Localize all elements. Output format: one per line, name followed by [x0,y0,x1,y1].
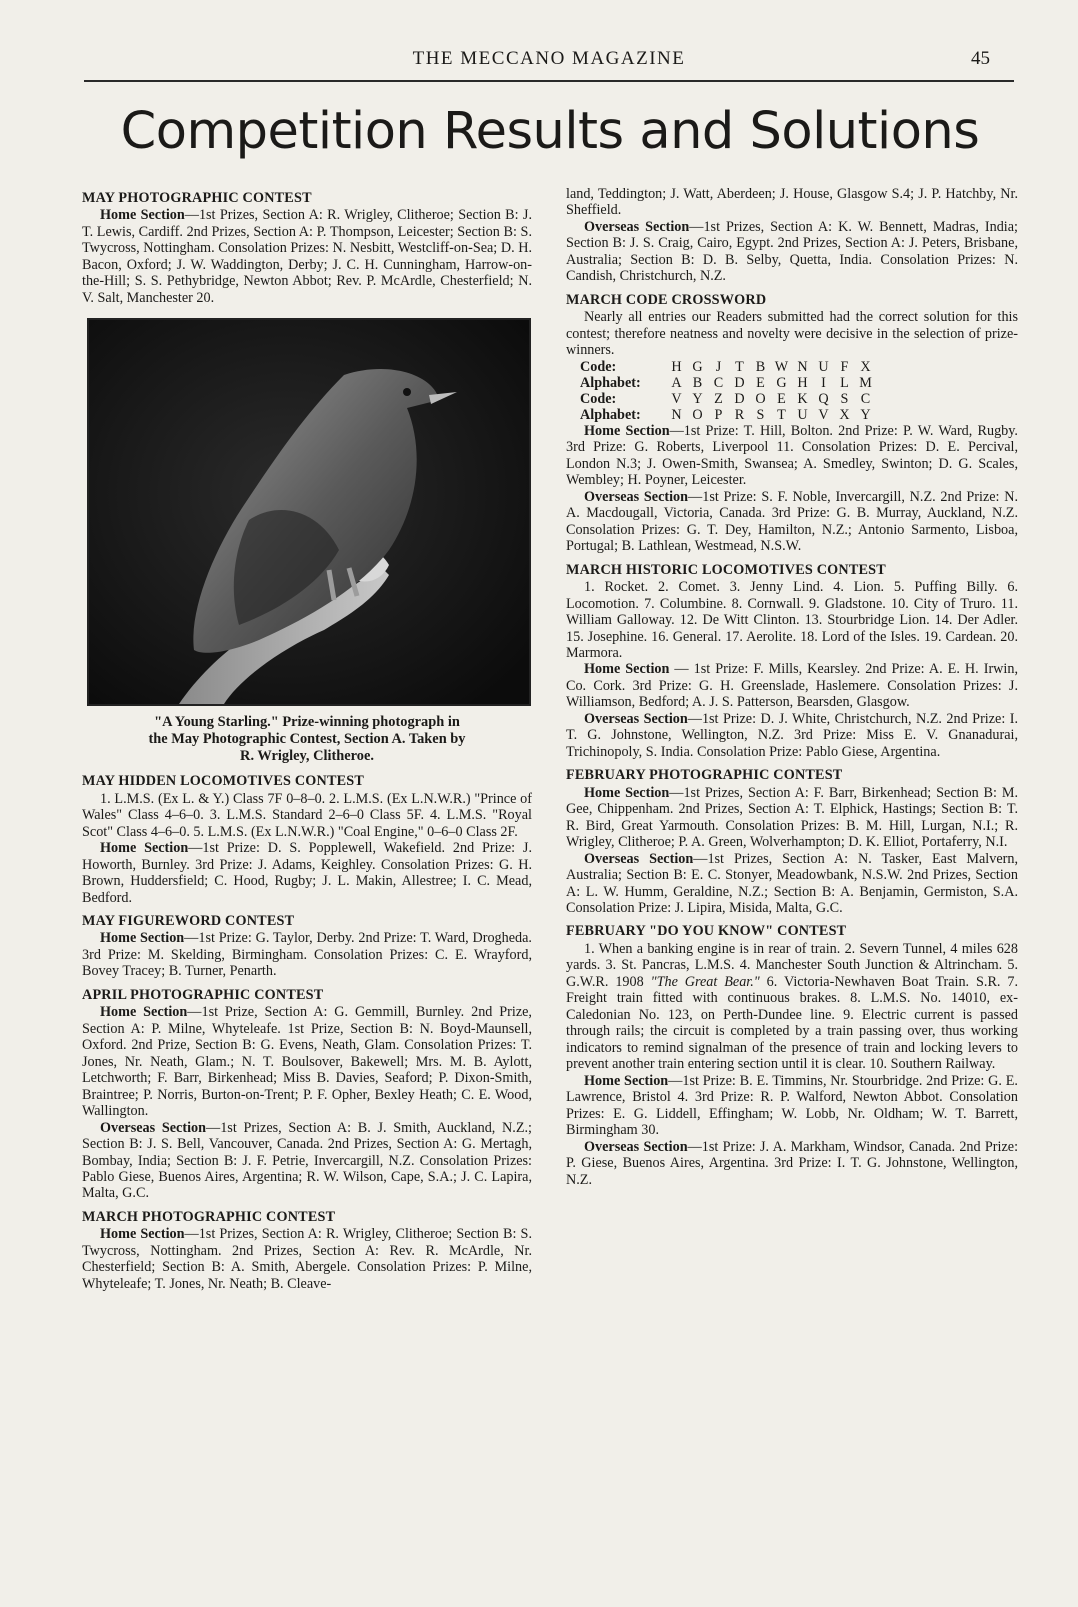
home-section-text [82,207,532,306]
code-letter: F [840,358,849,375]
code-row-label: Code: [580,390,617,407]
code-letter: J [715,358,722,375]
code-letter: G [776,374,787,391]
code-row-label: Alphabet: [580,374,641,391]
home-section-label: Home Section [584,1072,669,1089]
code-letter: C [713,374,724,391]
home-section-body: —1st Prize: D. S. Popplewell, Wakefield. 2nd Prize: J. Howorth, Burnley. 3rd Prize: J. Adams, Keighley. Consolation Prizes: G. H. Brown, Huddersfield; C. Hood, Rugby; J. L. Makin, Allestree; I. C. Mead, Bedford. [82,840,532,906]
code-letter: K [797,390,808,407]
code-letter: D [734,390,745,407]
code-letter: X [860,358,871,375]
home-section-body: — 1st Prize: F. Mills, Kearsley. 2nd Prize: A. E. H. Irwin, Co. Cork. 3rd Prize: G. H. Greenslade, Haslemere. Consolation Prizes: J. Williamson, Bedford; A. J. S. Patterson, Bearsden, Glasgow. [566,661,1018,711]
overseas-section-text [566,219,1018,285]
solution-text-b: 6. Victoria-Newhaven Boat Train. S.R. 7. Freight train fitted with continuous brakes. 8. L.M.S. No. 14010, ex-Caledonian No. 123, on Perth-Dundee line. 9. Electric current is passed through rails; the circuit is completed by a train passing over, thus working indicators to remind signalman of the presence of train and locking levers to prevent another train entering section until it is clear. 10. Southern Railway. [566,973,1018,1073]
overseas-section-label: Overseas Section [584,710,688,727]
february-photographic-contest [566,767,1018,916]
code-row [580,375,1018,391]
home-section-body: —1st Prizes, Section A: R. Wrigley, Clitheroe; Section B: S. Twycross, Nottingham. 2nd Prizes, Section A: Rev. R. McArdle, Nr. Chesterfield; Section B: A. Smith, Abergele. Consolation Prizes: P. Milne, Whyteleafe; T. Jones, Nr. Neath; B. Cleave- [82,1226,532,1292]
code-row [580,391,1018,407]
code-letter: S [840,390,849,407]
code-letter: P [714,406,723,423]
code-row [580,407,1018,423]
march-photographic-contest-continued [566,186,1018,285]
magazine-title: THE MECCANO MAGAZINE [412,48,686,69]
solution-text-a: 1. When a banking engine is in rear of train. 2. Severn Tunnel, 4 miles 628 yards. 3. St. Pancras, L.M.S. 4. Manchester South Junction & Altrincham. 5. G.W.R. 1908 [566,940,1018,990]
code-letter: Y [860,406,871,423]
home-section-text [566,661,1018,710]
code-letter: N [671,406,682,423]
code-letter: O [755,390,766,407]
overseas-section-label: Overseas Section [100,1119,207,1136]
home-section-label: Home Section [100,1226,185,1243]
overseas-section-text [566,489,1018,555]
code-letter: B [755,358,766,375]
starling-illustration [89,320,529,704]
overseas-section-body: —1st Prize: D. J. White, Christchurch, N.Z. 2nd Prize: I. T. G. Johnstone, Wellington, N.Z. 3rd Prize: Miss E. V. Gnanadurai, Trichinopoly, S. India. Consolation Prize: Pablo Giese, Argentina. [566,710,1018,760]
section-heading: MARCH PHOTOGRAPHIC CONTEST [82,1208,336,1225]
home-section-body: —1st Prize, Section A: G. Gemmill, Burnley. 2nd Prize, Section A: P. Milne, Whyteleafe. 1st Prize, Section B: N. Boyd-Maunsell, Oxford. 2nd Prize, Section B: G. Evens, Neath, Glam. Consolation Prizes: T. Jones, Nr. Neath, Glam.; N. T. Boulsover, Bakewell; Mrs. M. B. Aylott, Letchworth; F. Barr, Birkenhead; Miss B. Davies, Seaford; P. Dixon-Smith, Braintree; P. Norris, Burton-on-Trent; P. F. Opher, Bexley Heath; C. E. Wood, Wallington. [82,1004,532,1120]
code-letter: L [840,374,849,391]
code-letter: U [818,358,829,375]
overseas-section-label: Overseas Section [584,218,690,235]
section-heading: FEBRUARY "DO YOU KNOW" CONTEST [566,923,847,940]
page-title: Competition Results and Solutions [120,102,980,161]
code-letter: T [735,358,744,375]
home-section-text [566,1073,1018,1139]
may-hidden-locomotives-contest [82,773,532,906]
code-letter: X [839,406,850,423]
section-heading: APRIL PHOTOGRAPHIC CONTEST [82,986,324,1003]
code-letter: A [671,374,682,391]
left-column [82,190,532,1299]
may-photographic-contest [82,190,532,306]
may-figureword-contest [82,913,532,980]
continued-text: land, Teddington; J. Watt, Aberdeen; J. House, Glasgow S.4; J. P. Hatchby, Nr. Sheffield. [566,186,1018,219]
home-section-text [82,840,532,906]
code-letter: V [671,390,682,407]
home-section-text [82,1004,532,1119]
code-letter: E [777,390,786,407]
overseas-section-body: —1st Prize: J. A. Markham, Windsor, Canada. 2nd Prize: P. Giese, Buenos Aires, Argentina. 3rd Prize: I. T. G. Johnstone, Wellington, N.Z. [566,1138,1019,1188]
overseas-section-text [82,1120,532,1202]
home-section-text [82,1226,532,1292]
code-letter: H [671,358,682,375]
intro-text: Nearly all entries our Readers submitted had the correct solution for this contest; therefore neatness and novelty were decisive in the selection of prize-winners. [566,309,1018,359]
solution-italic: "The Great Bear." [650,973,760,990]
photo-caption [82,714,532,765]
home-section-body: —1st Prize: G. Taylor, Derby. 2nd Prize: T. Ward, Drogheda. 3rd Prize: M. Skelding, Birmingham. Consolation Prizes: C. E. Wrayford, Bovey Tracey; B. Turner, Penarth. [82,930,532,980]
overseas-section-label: Overseas Section [584,850,694,867]
home-section-label: Home Section [100,840,189,857]
home-section-label: Home Section [584,661,670,678]
solution-text: 1. L.M.S. (Ex L. & Y.) Class 7F 0–8–0. 2. L.M.S. (Ex L.N.W.R.) "Prince of Wales" Class 4–6–0. 3. L.M.S. Standard 2–6–0 Class 5F. 4. L.M.S. "Royal Scot" Class 4–6–0. 5. L.M.S. (Ex L.N.W.R.) "Coal Engine," 0–6–0 Class 2F. [82,790,532,840]
march-code-crossword [566,292,1018,555]
code-row [580,359,1018,375]
march-photographic-contest [82,1209,532,1292]
code-letter: T [777,406,786,423]
section-heading: MAY PHOTOGRAPHIC CONTEST [82,190,312,206]
section-heading: MARCH CODE CROSSWORD [566,291,767,308]
overseas-section-body: —1st Prize: S. F. Noble, Invercargill, N.Z. 2nd Prize: N. A. Macdougall, Victoria, Canada. 3rd Prize: G. B. Murray, Auckland, N.Z. Consolation Prizes: G. T. Dey, Hamilton, N.Z.; Antonio Sarmento, Lisboa, Portugal; B. Lathlean, Westmead, N.S.W. [566,488,1018,555]
home-section-body: —1st Prizes, Section A: F. Barr, Birkenhead; Section B: M. Gee, Chippenham. 2nd Prizes, Section A: T. Elphick, Hastings; Section B: T. R. Bird, Great Yarmouth. Consolation Prizes: B. M. Hill, Lurgan, N.I.; R. Wrigley, Clitheroe; P. A. Green, Wolverhampton; D. K. Elliot, Portaferry, N.I. [566,784,1018,851]
overseas-section-text [566,851,1018,917]
caption-line: "A Young Starling." Prize-winning photograph in [154,714,460,731]
code-letter: G [692,358,703,375]
overseas-section-body: —1st Prizes, Section A: N. Tasker, East Malvern, Australia; Section B: E. C. Stonyer, Meadowbank, N.S.W. 2nd Prizes, Section A: L. W. Humm, Geraldine, N.Z.; Section B: A. Benjamin, Germiston, S.A. Consolation Prize: J. Lipira, Misida, Malta, G.C. [566,850,1018,916]
code-letter: I [821,374,826,391]
code-letter: O [692,406,703,423]
february-do-you-know-contest [566,923,1018,1188]
code-row-label: Code: [580,358,617,375]
overseas-section-label: Overseas Section [584,488,689,505]
code-letter: U [797,406,808,423]
code-table [566,359,1018,423]
code-letter: Z [714,390,723,407]
overseas-section-text [566,1139,1018,1188]
overseas-section-text [566,711,1018,760]
section-heading: MAY FIGUREWORD CONTEST [82,912,295,929]
code-letter: C [860,390,871,407]
code-letter: Q [818,390,829,407]
april-photographic-contest [82,987,532,1202]
home-section-text [566,785,1018,851]
section-heading: MARCH HISTORIC LOCOMOTIVES CONTEST [566,561,886,578]
section-heading: FEBRUARY PHOTOGRAPHIC CONTEST [566,767,843,784]
home-section-label: Home Section [100,930,185,947]
running-header [84,46,1014,76]
home-section-body: —1st Prizes, Section A: R. Wrigley, Clitheroe; Section B: J. T. Lewis, Cardiff. 2nd Prizes, Section A: P. Thompson, Leicester; Section B: S. Twycross, Nottingham. Consolation Prizes: N. Nesbitt, Westcliff-on-Sea; D. H. Bacon, Oxford; J. W. Waddington, Derby; J. C. H. Cunningham, Harrow-on-the-Hill; S. S. Pethybridge, Newton Abbot; Rev. P. McArdle, Chesterfield; N. V. Salt, Manchester 20. [82,207,532,306]
section-heading: MAY HIDDEN LOCOMOTIVES CONTEST [82,773,365,790]
caption-line: R. Wrigley, Clitheroe. [240,748,374,765]
code-letter: D [734,374,745,391]
code-letter: Y [692,390,703,407]
code-letter: V [818,406,829,423]
home-section-label: Home Section [584,784,670,801]
code-letter: H [797,374,808,391]
solution-text [566,941,1018,1073]
code-letter: W [774,358,789,375]
code-letter: E [756,374,765,391]
home-section-label: Home Section [100,207,185,224]
home-section-label: Home Section [584,422,670,439]
overseas-section-body: —1st Prizes, Section A: B. J. Smith, Auckland, N.Z.; Section B: J. S. Bell, Vancouver, Canada. 2nd Prizes, Section A: G. Mertagh, Bombay, India; Section B: J. F. Petrie, Invercargill, N.Z. Consolation Prizes: Pablo Giese, Buenos Aires, Argentina; R. W. Wilson, Cape, S.A.; J. C. Lapira, Malta, G.C. [82,1119,533,1202]
starling-photo-icon [87,318,531,706]
code-row-label: Alphabet: [580,406,641,423]
home-section-body: —1st Prize: B. E. Timmins, Nr. Stourbridge. 2nd Prize: G. E. Lawrence, Bristol 4. 3rd Prize: R. P. Walford, Newton Abbot. Consolation Prizes: E. G. Liddell, Effingham; W. Lobb, Nr. Oldham; W. T. Barrett, Birmingham 30. [566,1072,1018,1139]
home-section-label: Home Section [100,1004,188,1021]
right-column [566,186,1018,1195]
march-historic-locomotives-contest [566,562,1018,761]
code-letter: R [734,406,745,423]
home-section-text [82,930,532,979]
overseas-section-body: —1st Prizes, Section A: K. W. Bennett, Madras, India; Section B: J. S. Craig, Cairo, Egypt. 2nd Prizes, Section A: J. Peters, Brisbane, Australia; Section B: D. B. Selby, Quetta, India. Consolation Prizes: N. Candish, Christchurch, N.Z. [566,218,1018,285]
header-rule [84,80,1014,82]
code-letter: M [859,374,872,391]
home-section-body: —1st Prize: T. Hill, Bolton. 2nd Prize: P. W. Ward, Rugby. 3rd Prize: G. Roberts, Liverpool 11. Consolation Prizes: D. E. Percival, London N.3; J. Owen-Smith, Swansea; A. Smedley, Swinton; D. G. Scales, Wembley; H. Poyner, Leicester. [566,422,1018,489]
page-number: 45 [971,48,990,69]
code-letter: B [692,374,703,391]
code-letter: S [756,406,765,423]
solution-text: 1. Rocket. 2. Comet. 3. Jenny Lind. 4. Lion. 5. Puffing Billy. 6. Locomotion. 7. Columbine. 8. Cornwall. 9. Gladstone. 10. City of Truro. 11. William Galloway. 12. De Witt Clinton. 13. Stourbridge Lion. 14. Der Adler. 15. Josephine. 16. General. 17. Aerolite. 18. Lord of the Isles. 19. Cardean. 20. Marmora. [566,579,1018,661]
home-section-text [566,423,1018,489]
overseas-section-label: Overseas Section [584,1138,688,1155]
caption-line: the May Photographic Contest, Section A. Taken by [148,731,466,748]
code-letter: N [797,358,808,375]
